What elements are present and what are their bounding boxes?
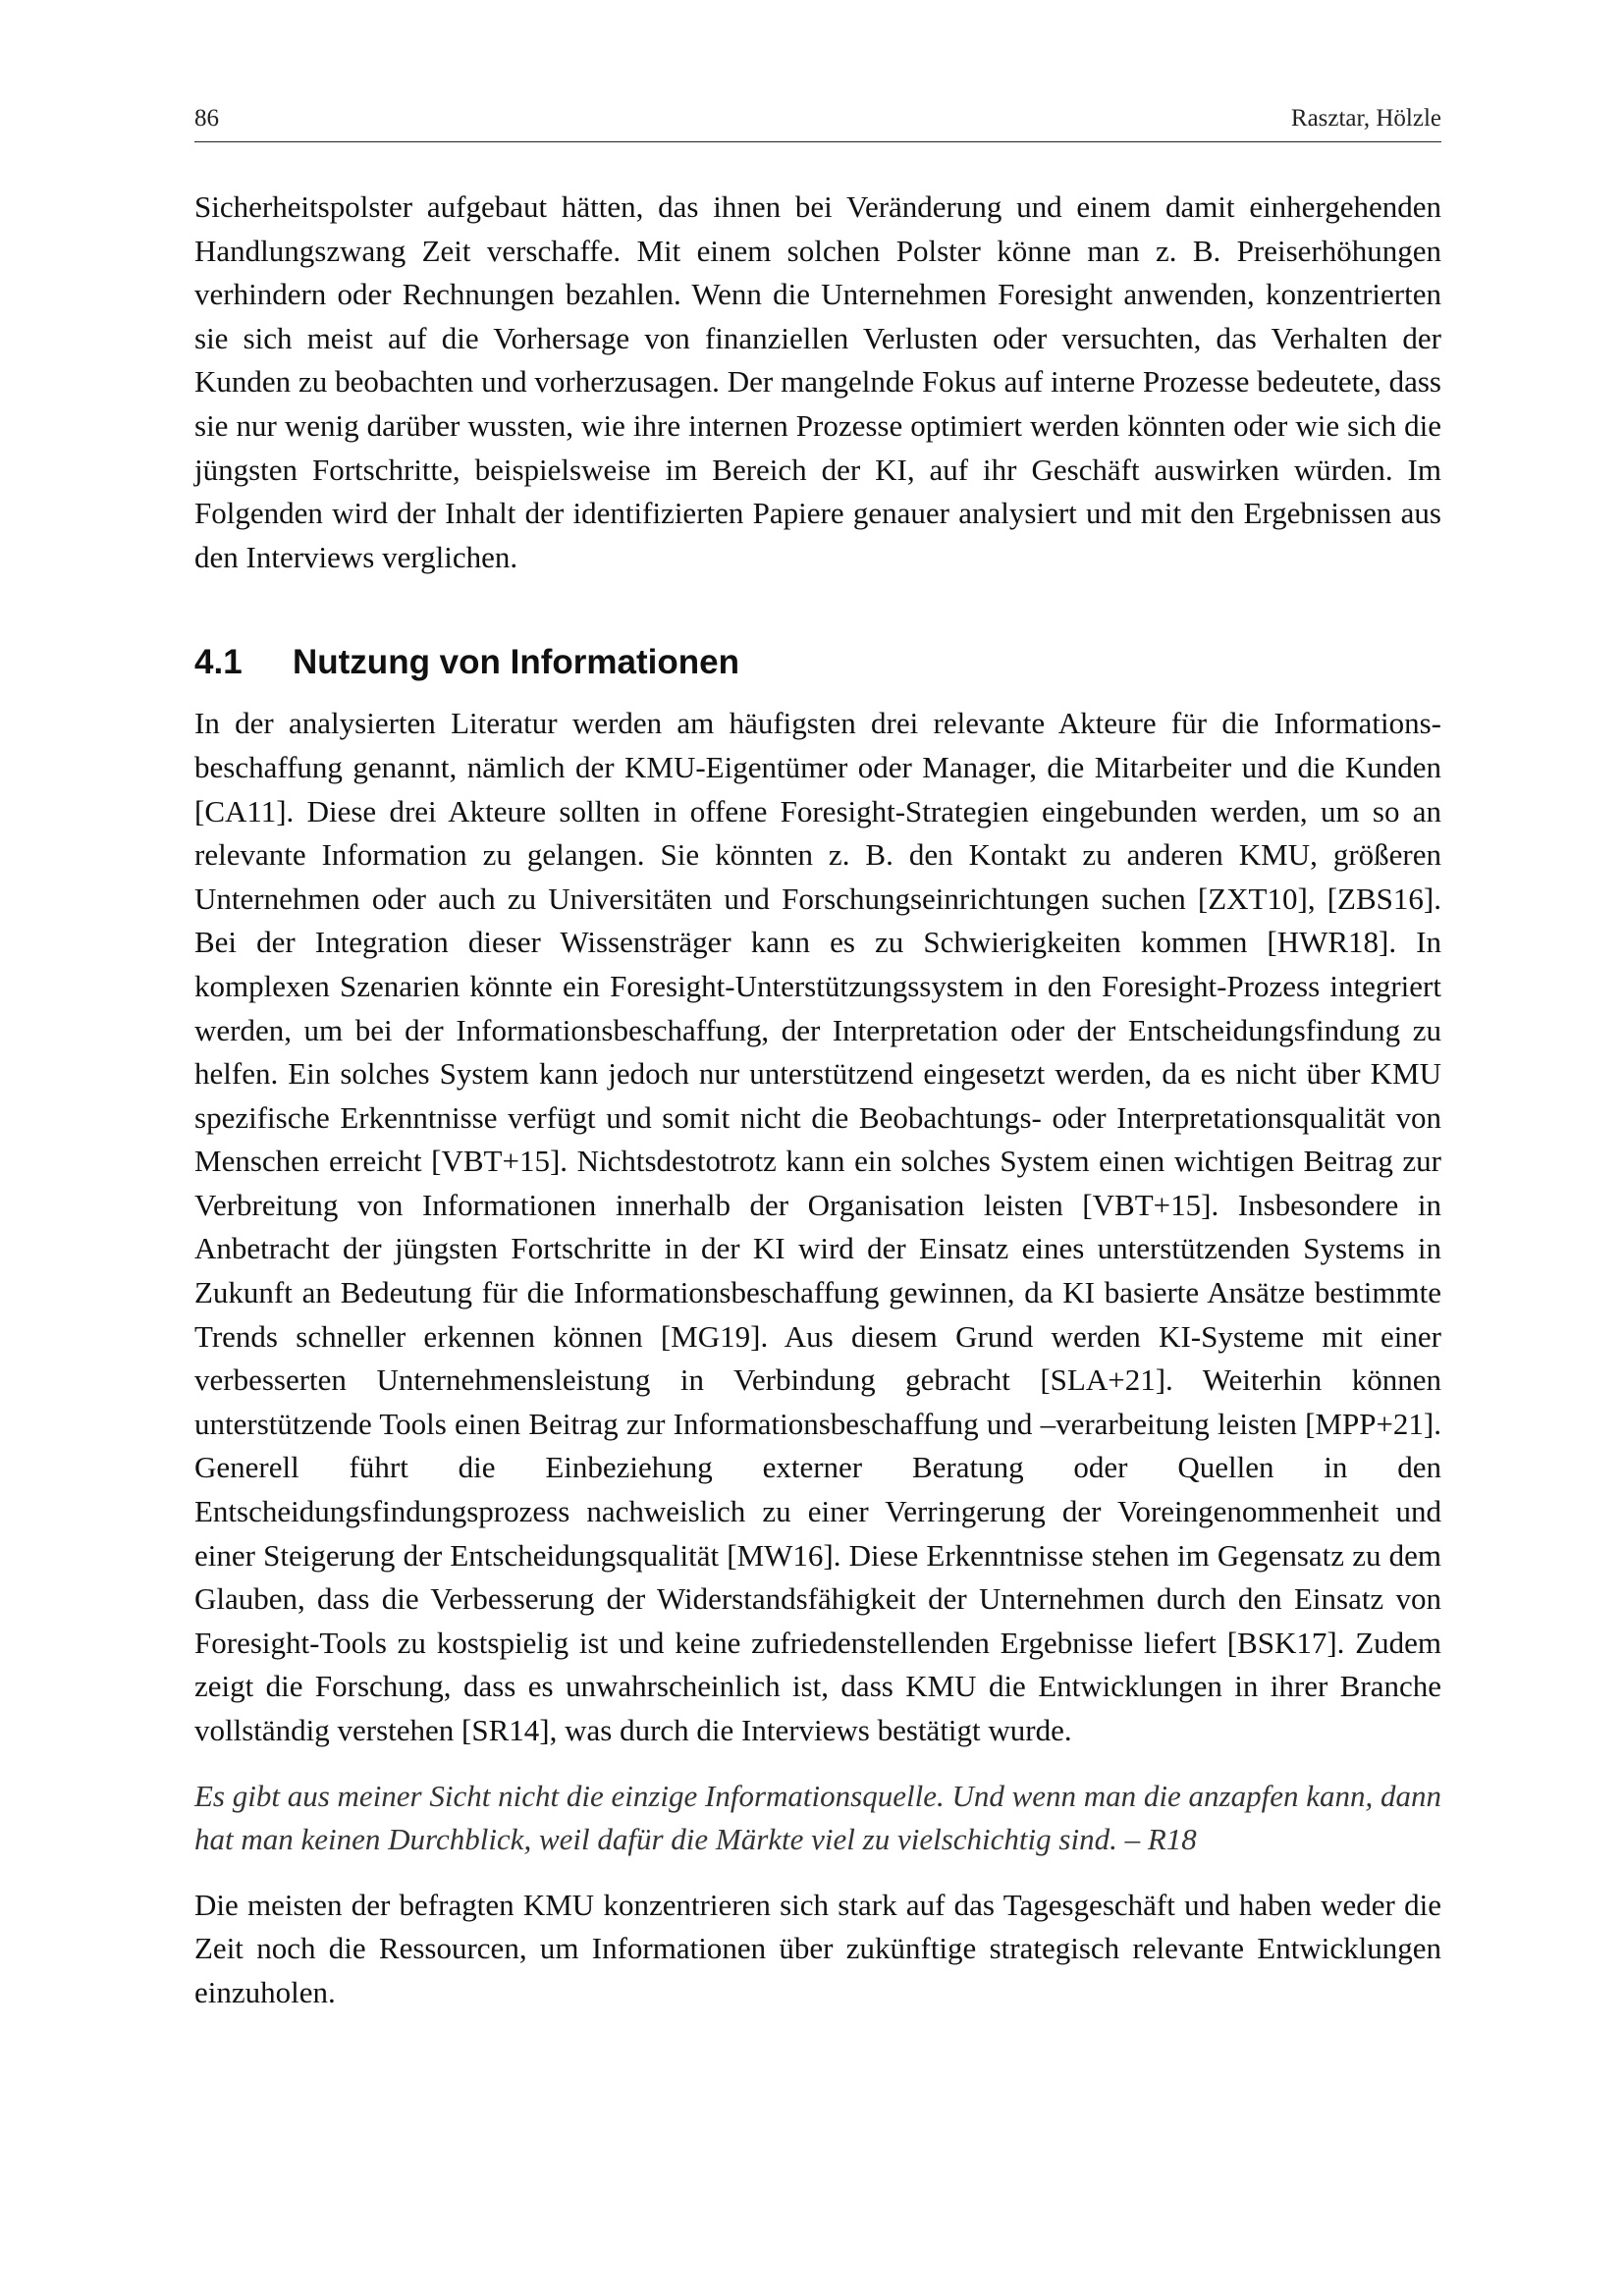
section-number: 4.1 (194, 643, 243, 682)
page-number: 86 (194, 105, 219, 132)
intro-paragraph: Sicherheitspolster aufgebaut hätten, das ihnen bei Veränderung und einem damit einhergehenden Handlungszwang Zeit verschaffe. Mit einem solchen Polster könne man z. B. Preiserhöhungen verhindern oder Rechnungen bezahlen. Wenn die Unternehmen Foresight anwenden, konzentrierten sie sich meist auf die Vorhersage von finanziellen Verlusten oder versuchten, das Verhalten der Kunden zu beobachten und vorherzusagen. Der mangelnde Fokus auf interne Prozesse bedeutete, dass sie nur wenig darüber wussten, wie ihre internen Prozesse optimiert werden könnten oder wie sich die jüngsten Fortschritte, beispielsweise im Bereich der KI, auf ihr Geschäft auswirken würden. Im Folgenden wird der Inhalt der identifizierten Papiere genauer analysiert und mit den Ergebnissen aus den Interviews verglichen. (194, 189, 1441, 574)
closing-paragraph: Die meisten der befragten KMU konzentrieren sich stark auf das Tagesgeschäft und haben weder die Zeit noch die Ressourcen, um Informationen über zukünftige strategisch relevante Entwicklungen einzuholen. (194, 1887, 1441, 2009)
section-heading (194, 641, 1441, 684)
running-header (194, 102, 1441, 142)
section-title: Nutzung von Informationen (293, 643, 739, 682)
page (194, 102, 1441, 2015)
header-authors: Rasztar, Hölzle (1290, 105, 1441, 132)
section-paragraph: In der analysierten Literatur werden am häufigsten drei relevante Akteure für die Informationsbeschaffung genannt, nämlich der KMU-Eigentümer oder Manager, die Mitarbeiter und die Kunden [CA11]. Diese drei Akteure sollten in offene Foresight-Strategien eingebunden werden, um so an relevante Information zu gelangen. Sie könnten z. B. den Kontakt zu anderen KMU, größeren Unternehmen oder auch zu Universitäten und Forschungseinrichtungen suchen [ZXT10], [ZBS16]. Bei der Integration dieser Wissensträger kann es zu Schwierigkeiten kommen [HWR18]. In komplexen Szenarien könnte ein Foresight-Unterstützungssystem in den Foresight-Prozess integriert werden, um bei der Informationsbeschaffung, der Interpretation oder der Entscheidungsfindung zu helfen. Ein solches System kann jedoch nur unterstützend eingesetzt werden, da es nicht über KMU spezifische Erkenntnisse verfügt und somit nicht die Beobachtungs- oder Interpretationsqualität von Menschen erreicht [VBT+15]. Nichtsdestotrotz kann ein solches System einen wichtigen Beitrag zur Verbreitung von Informationen innerhalb der Organisation leisten [VBT+15]. Insbesondere in Anbetracht der jüngsten Fortschritte in der KI wird der Einsatz eines unterstützenden Systems in Zukunft an Bedeutung für die Informationsbeschaffung gewinnen, da KI basierte Ansätze bestimmte Trends schneller erkennen können [MG19]. Aus diesem Grund werden KI-Systeme mit einer verbesserten Unternehmensleistung in Verbindung gebracht [SLA+21]. Weiterhin können unterstützende Tools einen Beitrag zur Informationsbeschaffung und –verarbeitung leisten [MPP+21]. Generell führt die Einbeziehung externer Beratung oder Quellen in den Entscheidungsfindungsprozess nachweislich zu einer Verringerung der Voreingenommenheit und einer Steigerung der Entscheidungsqualität [MW16]. Diese Erkenntnisse stehen im Gegensatz zu dem Glauben, dass die Verbesserung der Widerstandsfähigkeit der Unternehmen durch den Einsatz von Foresight-Tools zu kostspielig ist und keine zufriedenstellenden Ergebnisse liefert [BSK17]. Zudem zeigt die Forschung, dass es unwahrscheinlich ist, dass KMU die Entwicklungen in ihrer Branche vollständig verstehen [SR14], was durch die Interviews bestätigt wurde. (194, 706, 1441, 1747)
interview-quote: Es gibt aus meiner Sicht nicht die einzige Informationsquelle. Und wenn man die anzapfen kann, dann hat man keinen Durchblick, weil dafür die Märkte viel zu vielschichtig sind. – R18 (194, 1778, 1441, 1857)
